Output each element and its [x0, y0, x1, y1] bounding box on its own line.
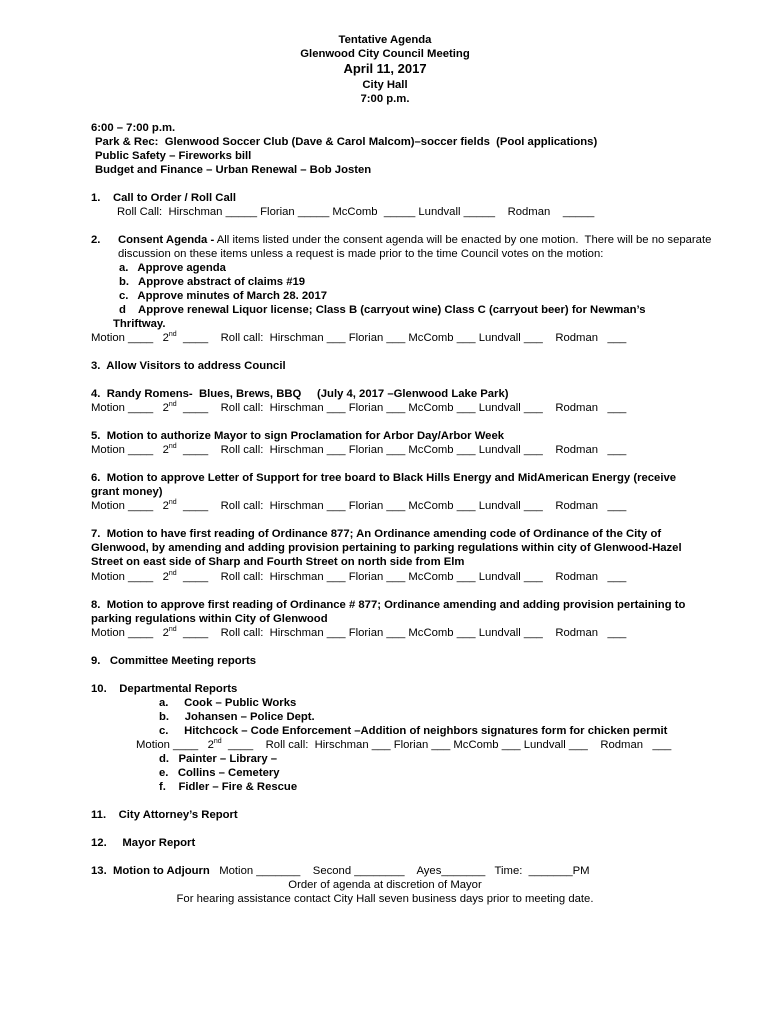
- item-10-heading: 10. Departmental Reports: [91, 683, 238, 695]
- item-10-sub: d. Painter – Library –: [159, 753, 278, 765]
- item-7-heading: 7. Motion to have first reading of Ordinance 877; An Ordinance amending code of Ordinance of the City of: [91, 528, 662, 540]
- ordinal-suffix: nd: [168, 443, 177, 450]
- item-10-sub: c. Hitchcock – Code Enforcement –Addition of neighbors signatures form for chicken permit: [159, 725, 668, 737]
- ordinal-suffix: nd: [168, 401, 177, 408]
- item-7-heading-cont: Glenwood, by amending and adding provision pertaining to parking regulations within city of Glenwood-Hazel: [91, 542, 682, 554]
- roll-call: ____ Roll call: Hirschman ___ Florian ___ McComb ___ Lundvall ___ Rodman ___: [176, 627, 627, 639]
- vote-line: [91, 443, 626, 457]
- roll-call: ____ Roll call: Hirschman ___ Florian ___ McComb ___ Lundvall ___ Rodman ___: [176, 332, 627, 344]
- item-2-line-2: discussion on these items unless a request is made prior to the time Council votes on the motion:: [118, 248, 604, 260]
- item-10-sub: a. Cook – Public Works: [159, 697, 297, 709]
- item-13-fields: Motion _______ Second ________ Ayes_______ Time: _______PM: [209, 865, 590, 877]
- roll-call: ____ Roll call: Hirschman ___ Florian ___ McComb ___ Lundvall ___ Rodman ___: [176, 402, 627, 414]
- vote-line: [91, 331, 626, 345]
- motion-second: Motion ____ 2: [91, 444, 169, 456]
- item-10-sub: b. Johansen – Police Dept.: [159, 711, 315, 723]
- item-2-intro: All items listed under the consent agenda will be enacted by one motion. There will be no separate: [214, 234, 712, 246]
- agenda-title: Tentative Agenda: [338, 34, 432, 46]
- item-1-heading: 1. Call to Order / Roll Call: [91, 192, 237, 204]
- pre-meeting-line: Park & Rec: Glenwood Soccer Club (Dave & Carol Malcom)–soccer fields (Pool applications): [95, 136, 598, 148]
- item-1-roll-call: Roll Call: Hirschman _____ Florian _____ McComb _____ Lundvall _____ Rodman _____: [117, 206, 595, 218]
- motion-second: Motion ____ 2: [91, 500, 169, 512]
- roll-call: ____ Roll call: Hirschman ___ Florian ___ McComb ___ Lundvall ___ Rodman ___: [176, 444, 627, 456]
- item-2-heading: Consent Agenda -: [118, 234, 215, 246]
- item-8-heading: 8. Motion to approve first reading of Ordinance # 877; Ordinance amending and adding provision pertaining to: [91, 599, 686, 611]
- item-6-heading: 6. Motion to approve Letter of Support for tree board to Black Hills Energy and MidAmerican Energy (receive: [91, 472, 677, 484]
- meeting-time: 7:00 p.m.: [360, 93, 410, 105]
- footer-discretion: Order of agenda at discretion of Mayor: [288, 879, 482, 891]
- item-2-line-1: [118, 233, 711, 247]
- item-2-sub: d Approve renewal Liquor license; Class B (carryout wine) Class C (carryout beer) for Newman’s: [119, 304, 646, 316]
- pre-meeting-time: 6:00 – 7:00 p.m.: [91, 122, 176, 134]
- item-12-heading: 12. Mayor Report: [91, 837, 196, 849]
- motion-second: Motion ____ 2: [136, 739, 214, 751]
- roll-call: ____ Roll call: Hirschman ___ Florian ___ McComb ___ Lundvall ___ Rodman ___: [176, 500, 627, 512]
- item-4-heading: 4. Randy Romens- Blues, Brews, BBQ (July 4, 2017 –Glenwood Lake Park): [91, 388, 509, 400]
- vote-line: [91, 626, 626, 640]
- item-6-heading-cont: grant money): [91, 486, 163, 498]
- item-2-sub-continuation: Thriftway.: [113, 318, 166, 330]
- meeting-date: April 11, 2017: [343, 61, 427, 76]
- pre-meeting-line: Public Safety – Fireworks bill: [95, 150, 252, 162]
- item-13-line: [91, 864, 590, 878]
- roll-call: ____ Roll call: Hirschman ___ Florian ___ McComb ___ Lundvall ___ Rodman ___: [176, 571, 627, 583]
- item-10-sub: f. Fidler – Fire & Rescue: [159, 781, 298, 793]
- pre-meeting-line: Budget and Finance – Urban Renewal – Bob Josten: [95, 164, 372, 176]
- ordinal-suffix: nd: [213, 738, 222, 745]
- item-9-heading: 9. Committee Meeting reports: [91, 655, 257, 667]
- item-13-heading: 13. Motion to Adjourn: [91, 865, 210, 877]
- motion-second: Motion ____ 2: [91, 627, 169, 639]
- roll-call: ____ Roll call: Hirschman ___ Florian ___ McComb ___ Lundvall ___ Rodman ___: [221, 739, 672, 751]
- meeting-place: City Hall: [362, 79, 408, 91]
- motion-second: Motion ____ 2: [91, 571, 169, 583]
- vote-line: [136, 738, 671, 752]
- item-3-heading: 3. Allow Visitors to address Council: [91, 360, 286, 372]
- meeting-name: Glenwood City Council Meeting: [300, 48, 470, 60]
- item-8-heading-cont: parking regulations within City of Glenwood: [91, 613, 328, 625]
- item-7-heading-cont: Street on east side of Sharp and Fourth Street on north side from Elm: [91, 556, 465, 568]
- item-2-sub: b. Approve abstract of claims #19: [119, 276, 306, 288]
- item-11-heading: 11. City Attorney’s Report: [91, 809, 238, 821]
- ordinal-suffix: nd: [168, 499, 177, 506]
- ordinal-suffix: nd: [168, 626, 177, 633]
- item-2-number: 2.: [91, 234, 101, 246]
- vote-line: [91, 570, 626, 584]
- item-10-sub: e. Collins – Cemetery: [159, 767, 280, 779]
- motion-second: Motion ____ 2: [91, 332, 169, 344]
- item-2-sub: a. Approve agenda: [119, 262, 226, 274]
- footer-hearing-assistance: For hearing assistance contact City Hall seven business days prior to meeting date.: [176, 893, 594, 905]
- vote-line: [91, 499, 626, 513]
- vote-line: [91, 401, 626, 415]
- item-5-heading: 5. Motion to authorize Mayor to sign Proclamation for Arbor Day/Arbor Week: [91, 430, 505, 442]
- ordinal-suffix: nd: [168, 570, 177, 577]
- item-2-sub: c. Approve minutes of March 28. 2017: [119, 290, 328, 302]
- ordinal-suffix: nd: [168, 331, 177, 338]
- motion-second: Motion ____ 2: [91, 402, 169, 414]
